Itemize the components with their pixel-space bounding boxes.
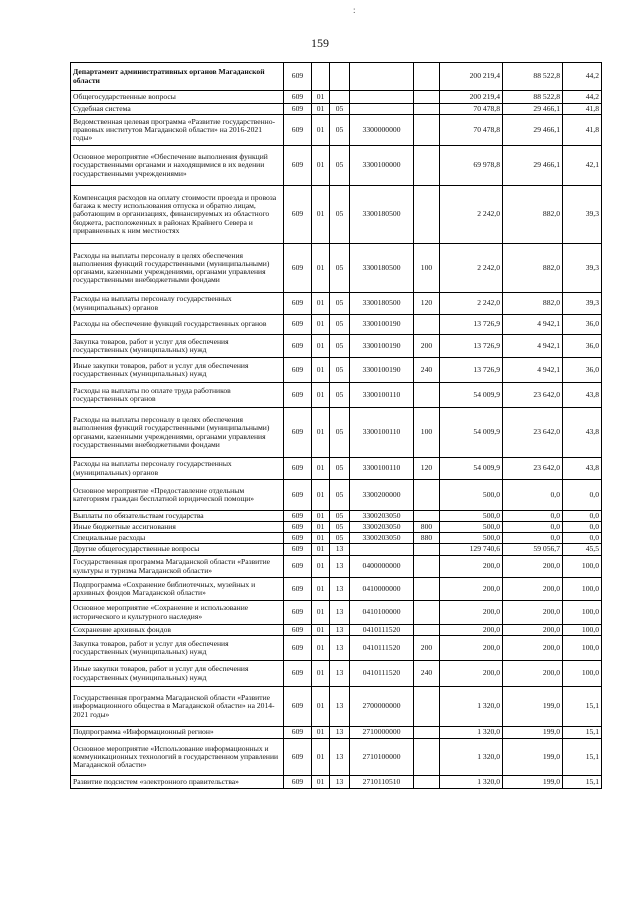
row-name-cell: Выплаты по обязательствам государства bbox=[71, 511, 284, 522]
subsection-code-cell: 13 bbox=[330, 739, 350, 776]
plan-amount-cell: 69 978,8 bbox=[440, 146, 503, 186]
percent-cell: 100,0 bbox=[563, 556, 602, 578]
table-row bbox=[71, 544, 602, 556]
section-code-cell: 01 bbox=[312, 186, 330, 244]
section-code-cell: 01 bbox=[312, 578, 330, 601]
subsection-code-cell: 05 bbox=[330, 408, 350, 458]
expense-type-cell: 880 bbox=[414, 533, 440, 544]
row-name-cell: Департамент административных органов Магаданской области bbox=[71, 63, 284, 91]
table-row bbox=[71, 511, 602, 522]
row-name-cell: Расходы на обеспечение функций государственных органов bbox=[71, 315, 284, 335]
executed-amount-cell: 88 522,8 bbox=[503, 91, 563, 104]
percent-cell: 41,8 bbox=[563, 115, 602, 146]
budget-table bbox=[70, 62, 602, 789]
subsection-code-cell: 05 bbox=[330, 186, 350, 244]
plan-amount-cell: 1 320,0 bbox=[440, 776, 503, 789]
percent-cell: 100,0 bbox=[563, 601, 602, 625]
target-article-cell: 3300100110 bbox=[350, 458, 414, 480]
table-row bbox=[71, 408, 602, 458]
target-article-cell: 3300000000 bbox=[350, 115, 414, 146]
executed-amount-cell: 882,0 bbox=[503, 244, 563, 293]
section-code-cell: 01 bbox=[312, 776, 330, 789]
row-name-cell: Специальные расходы bbox=[71, 533, 284, 544]
subsection-code-cell: 13 bbox=[330, 556, 350, 578]
row-name-cell: Подпрограмма «Сохранение библиотечных, музейных и архивных фондов Магаданской области» bbox=[71, 578, 284, 601]
plan-amount-cell: 200,0 bbox=[440, 578, 503, 601]
percent-cell: 15,1 bbox=[563, 776, 602, 789]
expense-type-cell: 100 bbox=[414, 408, 440, 458]
table-body bbox=[71, 63, 602, 789]
row-name-cell: Государственная программа Магаданской области «Развитие культуры и туризма Магаданской области» bbox=[71, 556, 284, 578]
target-article-cell: 0410000000 bbox=[350, 578, 414, 601]
table-row bbox=[71, 186, 602, 244]
ved-code-cell: 609 bbox=[284, 104, 312, 115]
ved-code-cell: 609 bbox=[284, 244, 312, 293]
plan-amount-cell: 70 478,8 bbox=[440, 104, 503, 115]
expense-type-cell bbox=[414, 146, 440, 186]
percent-cell: 100,0 bbox=[563, 636, 602, 661]
ved-code-cell: 609 bbox=[284, 544, 312, 556]
row-name-cell: Государственная программа Магаданской области «Развитие информационного общества в Магаданской области» на 2014-2021 годы» bbox=[71, 687, 284, 727]
percent-cell: 36,0 bbox=[563, 358, 602, 383]
expense-type-cell bbox=[414, 104, 440, 115]
ved-code-cell: 609 bbox=[284, 687, 312, 727]
table-row bbox=[71, 727, 602, 739]
expense-type-cell bbox=[414, 601, 440, 625]
table-row bbox=[71, 687, 602, 727]
target-article-cell: 3300100110 bbox=[350, 408, 414, 458]
expense-type-cell: 200 bbox=[414, 335, 440, 358]
subsection-code-cell: 13 bbox=[330, 601, 350, 625]
page-number: 159 bbox=[311, 36, 329, 50]
plan-amount-cell: 500,0 bbox=[440, 511, 503, 522]
section-code-cell: 01 bbox=[312, 533, 330, 544]
target-article-cell bbox=[350, 104, 414, 115]
table-row bbox=[71, 661, 602, 687]
table-row bbox=[71, 146, 602, 186]
table-row bbox=[71, 625, 602, 636]
table-row bbox=[71, 63, 602, 91]
percent-cell: 0,0 bbox=[563, 480, 602, 511]
percent-cell: 36,0 bbox=[563, 315, 602, 335]
subsection-code-cell bbox=[330, 63, 350, 91]
expense-type-cell bbox=[414, 63, 440, 91]
section-code-cell: 01 bbox=[312, 383, 330, 408]
executed-amount-cell: 882,0 bbox=[503, 186, 563, 244]
plan-amount-cell: 54 009,9 bbox=[440, 383, 503, 408]
percent-cell: 0,0 bbox=[563, 522, 602, 533]
row-name-cell: Основное мероприятие «Сохранение и использование исторического и культурного наследия» bbox=[71, 601, 284, 625]
subsection-code-cell: 05 bbox=[330, 480, 350, 511]
expense-type-cell bbox=[414, 115, 440, 146]
subsection-code-cell: 05 bbox=[330, 244, 350, 293]
section-code-cell: 01 bbox=[312, 315, 330, 335]
table-row bbox=[71, 458, 602, 480]
executed-amount-cell: 4 942,1 bbox=[503, 358, 563, 383]
plan-amount-cell: 13 726,9 bbox=[440, 335, 503, 358]
percent-cell: 15,1 bbox=[563, 687, 602, 727]
target-article-cell: 3300203050 bbox=[350, 511, 414, 522]
executed-amount-cell: 200,0 bbox=[503, 578, 563, 601]
section-code-cell: 01 bbox=[312, 293, 330, 315]
section-code-cell: 01 bbox=[312, 556, 330, 578]
ved-code-cell: 609 bbox=[284, 480, 312, 511]
target-article-cell: 0410111520 bbox=[350, 661, 414, 687]
target-article-cell: 0410111520 bbox=[350, 636, 414, 661]
ved-code-cell: 609 bbox=[284, 335, 312, 358]
percent-cell: 44,2 bbox=[563, 91, 602, 104]
executed-amount-cell: 200,0 bbox=[503, 636, 563, 661]
subsection-code-cell: 05 bbox=[330, 533, 350, 544]
table-row bbox=[71, 315, 602, 335]
percent-cell: 15,1 bbox=[563, 739, 602, 776]
expense-type-cell bbox=[414, 315, 440, 335]
section-code-cell: 01 bbox=[312, 104, 330, 115]
table-row bbox=[71, 244, 602, 293]
subsection-code-cell: 05 bbox=[330, 104, 350, 115]
executed-amount-cell: 200,0 bbox=[503, 661, 563, 687]
executed-amount-cell: 23 642,0 bbox=[503, 458, 563, 480]
row-name-cell: Основное мероприятие «Обеспечение выполнения функций государственными органами и находящимися в их ведении государственными учреждениями» bbox=[71, 146, 284, 186]
target-article-cell: 0410111520 bbox=[350, 625, 414, 636]
executed-amount-cell: 199,0 bbox=[503, 739, 563, 776]
table-row bbox=[71, 522, 602, 533]
plan-amount-cell: 200,0 bbox=[440, 661, 503, 687]
ved-code-cell: 609 bbox=[284, 458, 312, 480]
subsection-code-cell: 05 bbox=[330, 511, 350, 522]
section-code-cell: 01 bbox=[312, 115, 330, 146]
row-name-cell: Другие общегосударственные вопросы bbox=[71, 544, 284, 556]
table-row bbox=[71, 776, 602, 789]
plan-amount-cell: 500,0 bbox=[440, 522, 503, 533]
executed-amount-cell: 200,0 bbox=[503, 601, 563, 625]
expense-type-cell bbox=[414, 544, 440, 556]
expense-type-cell: 240 bbox=[414, 661, 440, 687]
target-article-cell: 2710110510 bbox=[350, 776, 414, 789]
executed-amount-cell: 0,0 bbox=[503, 522, 563, 533]
target-article-cell: 3300203050 bbox=[350, 533, 414, 544]
section-code-cell: 01 bbox=[312, 480, 330, 511]
plan-amount-cell: 1 320,0 bbox=[440, 687, 503, 727]
plan-amount-cell: 200 219,4 bbox=[440, 91, 503, 104]
percent-cell: 39,3 bbox=[563, 293, 602, 315]
row-name-cell: Подпрограмма «Информационный регион» bbox=[71, 727, 284, 739]
ved-code-cell: 609 bbox=[284, 556, 312, 578]
ved-code-cell: 609 bbox=[284, 511, 312, 522]
executed-amount-cell: 29 466,1 bbox=[503, 115, 563, 146]
plan-amount-cell: 1 320,0 bbox=[440, 727, 503, 739]
table-row bbox=[71, 578, 602, 601]
percent-cell: 36,0 bbox=[563, 335, 602, 358]
expense-type-cell bbox=[414, 511, 440, 522]
table-row bbox=[71, 91, 602, 104]
section-code-cell: 01 bbox=[312, 458, 330, 480]
section-code-cell bbox=[312, 63, 330, 91]
plan-amount-cell: 200,0 bbox=[440, 636, 503, 661]
executed-amount-cell: 882,0 bbox=[503, 293, 563, 315]
subsection-code-cell: 05 bbox=[330, 293, 350, 315]
table-row bbox=[71, 636, 602, 661]
ved-code-cell: 609 bbox=[284, 661, 312, 687]
executed-amount-cell: 199,0 bbox=[503, 727, 563, 739]
target-article-cell: 2710000000 bbox=[350, 727, 414, 739]
expense-type-cell bbox=[414, 480, 440, 511]
row-name-cell: Закупка товаров, работ и услуг для обеспечения государственных (муниципальных) нужд bbox=[71, 636, 284, 661]
target-article-cell: 3300200000 bbox=[350, 480, 414, 511]
percent-cell: 41,8 bbox=[563, 104, 602, 115]
target-article-cell bbox=[350, 91, 414, 104]
row-name-cell: Общегосударственные вопросы bbox=[71, 91, 284, 104]
subsection-code-cell: 13 bbox=[330, 636, 350, 661]
section-code-cell: 01 bbox=[312, 625, 330, 636]
row-name-cell: Расходы на выплаты персоналу государственных (муниципальных) органов bbox=[71, 293, 284, 315]
row-name-cell: Расходы на выплаты персоналу государственных (муниципальных) органов bbox=[71, 458, 284, 480]
expense-type-cell: 100 bbox=[414, 244, 440, 293]
expense-type-cell bbox=[414, 776, 440, 789]
executed-amount-cell: 4 942,1 bbox=[503, 335, 563, 358]
section-code-cell: 01 bbox=[312, 358, 330, 383]
executed-amount-cell: 59 056,7 bbox=[503, 544, 563, 556]
target-article-cell: 2710100000 bbox=[350, 739, 414, 776]
subsection-code-cell: 05 bbox=[330, 383, 350, 408]
plan-amount-cell: 2 242,0 bbox=[440, 244, 503, 293]
percent-cell: 39,3 bbox=[563, 244, 602, 293]
ved-code-cell: 609 bbox=[284, 533, 312, 544]
ved-code-cell: 609 bbox=[284, 91, 312, 104]
ved-code-cell: 609 bbox=[284, 63, 312, 91]
ved-code-cell: 609 bbox=[284, 186, 312, 244]
expense-type-cell: 800 bbox=[414, 522, 440, 533]
plan-amount-cell: 500,0 bbox=[440, 480, 503, 511]
subsection-code-cell: 13 bbox=[330, 661, 350, 687]
target-article-cell: 3300180500 bbox=[350, 244, 414, 293]
section-code-cell: 01 bbox=[312, 244, 330, 293]
subsection-code-cell: 13 bbox=[330, 544, 350, 556]
row-name-cell: Расходы на выплаты персоналу в целях обеспечения выполнения функций государственными (муниципальными) органами, казенными учреждениями, органами управления государственными внебюджетными фондами bbox=[71, 244, 284, 293]
executed-amount-cell: 0,0 bbox=[503, 533, 563, 544]
ved-code-cell: 609 bbox=[284, 727, 312, 739]
target-article-cell: 3300100000 bbox=[350, 146, 414, 186]
section-code-cell: 01 bbox=[312, 146, 330, 186]
percent-cell: 100,0 bbox=[563, 578, 602, 601]
plan-amount-cell: 129 740,6 bbox=[440, 544, 503, 556]
percent-cell: 0,0 bbox=[563, 533, 602, 544]
percent-cell: 100,0 bbox=[563, 661, 602, 687]
ved-code-cell: 609 bbox=[284, 636, 312, 661]
ved-code-cell: 609 bbox=[284, 601, 312, 625]
row-name-cell: Основное мероприятие «Предоставление отдельным категориям граждан бесплатной юридической помощи» bbox=[71, 480, 284, 511]
row-name-cell: Развитие подсистем «электронного правительства» bbox=[71, 776, 284, 789]
row-name-cell: Расходы на выплаты по оплате труда работников государственных органов bbox=[71, 383, 284, 408]
section-code-cell: 01 bbox=[312, 408, 330, 458]
ved-code-cell: 609 bbox=[284, 115, 312, 146]
ved-code-cell: 609 bbox=[284, 739, 312, 776]
subsection-code-cell: 05 bbox=[330, 115, 350, 146]
section-code-cell: 01 bbox=[312, 661, 330, 687]
table-row bbox=[71, 335, 602, 358]
percent-cell: 45,5 bbox=[563, 544, 602, 556]
subsection-code-cell: 13 bbox=[330, 625, 350, 636]
target-article-cell: 3300180500 bbox=[350, 186, 414, 244]
ved-code-cell: 609 bbox=[284, 293, 312, 315]
ved-code-cell: 609 bbox=[284, 578, 312, 601]
row-name-cell: Расходы на выплаты персоналу в целях обеспечения выполнения функций государственными (муниципальными) органами, казенными учреждениями, органами управления государственными внебюджетными фондами bbox=[71, 408, 284, 458]
row-name-cell: Судебная система bbox=[71, 104, 284, 115]
section-code-cell: 01 bbox=[312, 91, 330, 104]
section-code-cell: 01 bbox=[312, 522, 330, 533]
top-mark: : bbox=[353, 5, 356, 15]
executed-amount-cell: 29 466,1 bbox=[503, 104, 563, 115]
executed-amount-cell: 0,0 bbox=[503, 511, 563, 522]
plan-amount-cell: 2 242,0 bbox=[440, 186, 503, 244]
row-name-cell: Иные бюджетные ассигнования bbox=[71, 522, 284, 533]
expense-type-cell bbox=[414, 91, 440, 104]
executed-amount-cell: 29 466,1 bbox=[503, 146, 563, 186]
executed-amount-cell: 199,0 bbox=[503, 776, 563, 789]
subsection-code-cell: 13 bbox=[330, 727, 350, 739]
plan-amount-cell: 500,0 bbox=[440, 533, 503, 544]
plan-amount-cell: 54 009,9 bbox=[440, 408, 503, 458]
percent-cell: 39,3 bbox=[563, 186, 602, 244]
table-row bbox=[71, 533, 602, 544]
expense-type-cell bbox=[414, 383, 440, 408]
plan-amount-cell: 13 726,9 bbox=[440, 358, 503, 383]
ved-code-cell: 609 bbox=[284, 358, 312, 383]
section-code-cell: 01 bbox=[312, 727, 330, 739]
executed-amount-cell: 0,0 bbox=[503, 480, 563, 511]
expense-type-cell bbox=[414, 739, 440, 776]
percent-cell: 15,1 bbox=[563, 727, 602, 739]
target-article-cell: 2700000000 bbox=[350, 687, 414, 727]
expense-type-cell bbox=[414, 727, 440, 739]
subsection-code-cell: 05 bbox=[330, 358, 350, 383]
table-row bbox=[71, 115, 602, 146]
expense-type-cell: 120 bbox=[414, 293, 440, 315]
ved-code-cell: 609 bbox=[284, 625, 312, 636]
subsection-code-cell: 05 bbox=[330, 315, 350, 335]
plan-amount-cell: 70 478,8 bbox=[440, 115, 503, 146]
row-name-cell: Иные закупки товаров, работ и услуг для обеспечения государственных (муниципальных) нужд bbox=[71, 358, 284, 383]
subsection-code-cell: 05 bbox=[330, 522, 350, 533]
table-row bbox=[71, 104, 602, 115]
plan-amount-cell: 54 009,9 bbox=[440, 458, 503, 480]
target-article-cell: 0410100000 bbox=[350, 601, 414, 625]
executed-amount-cell: 4 942,1 bbox=[503, 315, 563, 335]
ved-code-cell: 609 bbox=[284, 776, 312, 789]
percent-cell: 100,0 bbox=[563, 625, 602, 636]
target-article-cell: 3300100110 bbox=[350, 383, 414, 408]
row-name-cell: Ведомственная целевая программа «Развитие государственно-правовых институтов Магаданской области» на 2016-2021 годы» bbox=[71, 115, 284, 146]
section-code-cell: 01 bbox=[312, 636, 330, 661]
table-row bbox=[71, 293, 602, 315]
section-code-cell: 01 bbox=[312, 544, 330, 556]
percent-cell: 43,8 bbox=[563, 383, 602, 408]
row-name-cell: Иные закупки товаров, работ и услуг для обеспечения государственных (муниципальных) нужд bbox=[71, 661, 284, 687]
ved-code-cell: 609 bbox=[284, 408, 312, 458]
executed-amount-cell: 200,0 bbox=[503, 556, 563, 578]
plan-amount-cell: 200 219,4 bbox=[440, 63, 503, 91]
executed-amount-cell: 23 642,0 bbox=[503, 383, 563, 408]
plan-amount-cell: 13 726,9 bbox=[440, 315, 503, 335]
section-code-cell: 01 bbox=[312, 335, 330, 358]
table-row bbox=[71, 739, 602, 776]
executed-amount-cell: 88 522,8 bbox=[503, 63, 563, 91]
target-article-cell: 3300100190 bbox=[350, 335, 414, 358]
plan-amount-cell: 200,0 bbox=[440, 601, 503, 625]
expense-type-cell: 200 bbox=[414, 636, 440, 661]
subsection-code-cell: 13 bbox=[330, 776, 350, 789]
table-row bbox=[71, 480, 602, 511]
subsection-code-cell: 05 bbox=[330, 146, 350, 186]
table-row bbox=[71, 383, 602, 408]
table-row bbox=[71, 601, 602, 625]
target-article-cell bbox=[350, 544, 414, 556]
ved-code-cell: 609 bbox=[284, 522, 312, 533]
section-code-cell: 01 bbox=[312, 739, 330, 776]
subsection-code-cell: 05 bbox=[330, 458, 350, 480]
table-row bbox=[71, 358, 602, 383]
percent-cell: 43,8 bbox=[563, 408, 602, 458]
target-article-cell: 3300203050 bbox=[350, 522, 414, 533]
ved-code-cell: 609 bbox=[284, 383, 312, 408]
section-code-cell: 01 bbox=[312, 687, 330, 727]
executed-amount-cell: 200,0 bbox=[503, 625, 563, 636]
percent-cell: 44,2 bbox=[563, 63, 602, 91]
row-name-cell: Сохранение архивных фондов bbox=[71, 625, 284, 636]
percent-cell: 43,8 bbox=[563, 458, 602, 480]
ved-code-cell: 609 bbox=[284, 315, 312, 335]
row-name-cell: Компенсация расходов на оплату стоимости проезда и провоза багажа к месту использования отпуска и обратно лицам, работающим в организациях, финансируемых из областного бюджета, расположенных в районах Крайнего Севера и приравненных к ним местностях bbox=[71, 186, 284, 244]
table-row bbox=[71, 556, 602, 578]
executed-amount-cell: 23 642,0 bbox=[503, 408, 563, 458]
row-name-cell: Основное мероприятие «Использование информационных и коммуникационных технологий в государственном управлении Магаданской области» bbox=[71, 739, 284, 776]
expense-type-cell bbox=[414, 578, 440, 601]
subsection-code-cell: 13 bbox=[330, 687, 350, 727]
expense-type-cell: 240 bbox=[414, 358, 440, 383]
expense-type-cell bbox=[414, 186, 440, 244]
percent-cell: 0,0 bbox=[563, 511, 602, 522]
plan-amount-cell: 200,0 bbox=[440, 625, 503, 636]
target-article-cell: 3300180500 bbox=[350, 293, 414, 315]
subsection-code-cell: 13 bbox=[330, 578, 350, 601]
percent-cell: 42,1 bbox=[563, 146, 602, 186]
expense-type-cell: 120 bbox=[414, 458, 440, 480]
section-code-cell: 01 bbox=[312, 511, 330, 522]
plan-amount-cell: 200,0 bbox=[440, 556, 503, 578]
row-name-cell: Закупка товаров, работ и услуг для обеспечения государственных (муниципальных) нужд bbox=[71, 335, 284, 358]
expense-type-cell bbox=[414, 556, 440, 578]
target-article-cell: 0400000000 bbox=[350, 556, 414, 578]
subsection-code-cell: 05 bbox=[330, 335, 350, 358]
target-article-cell: 3300100190 bbox=[350, 358, 414, 383]
executed-amount-cell: 199,0 bbox=[503, 687, 563, 727]
expense-type-cell bbox=[414, 625, 440, 636]
ved-code-cell: 609 bbox=[284, 146, 312, 186]
plan-amount-cell: 1 320,0 bbox=[440, 739, 503, 776]
subsection-code-cell bbox=[330, 91, 350, 104]
section-code-cell: 01 bbox=[312, 601, 330, 625]
plan-amount-cell: 2 242,0 bbox=[440, 293, 503, 315]
target-article-cell: 3300100190 bbox=[350, 315, 414, 335]
target-article-cell bbox=[350, 63, 414, 91]
expense-type-cell bbox=[414, 687, 440, 727]
